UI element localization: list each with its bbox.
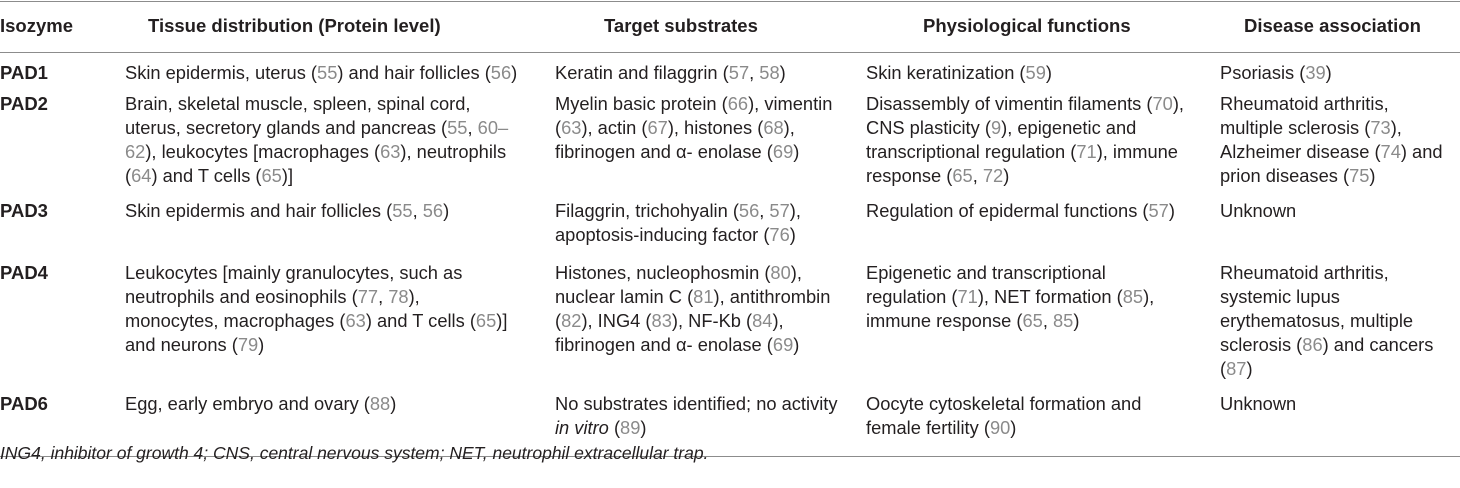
cell-text: ), neutrophils <box>400 141 507 162</box>
isozyme-cell: PAD3 <box>0 200 48 221</box>
cell-line <box>125 333 507 357</box>
reference-link[interactable]: 68 <box>763 117 784 138</box>
cell-text: Skin keratinization ( <box>866 62 1026 83</box>
substrates-cell <box>555 61 786 85</box>
cell-line <box>1220 261 1433 285</box>
reference-link[interactable]: 81 <box>693 286 714 307</box>
cell-text: Histones, nucleophosmin ( <box>555 262 771 283</box>
cell-text: erythematosus, multiple <box>1220 310 1414 331</box>
header-isozyme: Isozyme <box>0 15 74 36</box>
cell-text: ) and <box>1400 141 1443 162</box>
cell-text: ) and T cells ( <box>151 165 262 186</box>
cell-text: ), immune <box>1096 141 1178 162</box>
cell-text: Psoriasis ( <box>1220 62 1306 83</box>
reference-link[interactable]: 55 <box>392 200 413 221</box>
cell-text: female fertility ( <box>866 417 990 438</box>
cell-text: ) <box>640 417 647 438</box>
cell-line <box>555 199 801 223</box>
cell-text: Myelin basic protein ( <box>555 93 728 114</box>
cell-line <box>555 61 786 85</box>
tissue-cell <box>125 61 517 85</box>
tissue-cell <box>125 261 507 357</box>
cell-text: ) <box>443 200 450 221</box>
reference-link[interactable]: 69 <box>772 334 794 355</box>
cell-text: Unknown <box>1220 200 1297 221</box>
cell-line <box>125 92 508 116</box>
reference-link[interactable]: 58 <box>759 62 780 83</box>
cell-text: neutrophils and eosinophils ( <box>125 286 358 307</box>
cell-text: sclerosis ( <box>1220 334 1303 355</box>
reference-link[interactable]: 59 <box>1025 62 1046 83</box>
cell-line <box>866 309 1154 333</box>
reference-link[interactable]: 63 <box>380 141 401 162</box>
cell-line <box>866 285 1154 309</box>
cell-line <box>1220 199 1296 223</box>
cell-text: fibrinogen and α- enolase ( <box>555 141 773 162</box>
cell-line <box>555 223 801 247</box>
cell-line <box>555 261 830 285</box>
functions-cell <box>866 392 1141 440</box>
cell-line <box>555 333 830 357</box>
tissue-cell <box>125 199 449 223</box>
reference-link[interactable]: 73 <box>1370 117 1391 138</box>
substrates-cell <box>555 392 838 440</box>
cell-line <box>866 92 1184 116</box>
cell-text: prion diseases ( <box>1220 165 1350 186</box>
reference-link[interactable]: 69 <box>772 141 794 162</box>
cell-text: multiple sclerosis ( <box>1220 117 1371 138</box>
cell-text: ), <box>408 286 420 307</box>
cell-line <box>555 116 832 140</box>
cell-text: ), <box>1143 286 1155 307</box>
cell-text: ), <box>783 117 795 138</box>
header-rule <box>0 52 1460 53</box>
cell-line <box>125 164 508 188</box>
cell-text: ), <box>789 200 801 221</box>
cell-text: Skin epidermis and hair follicles ( <box>125 200 393 221</box>
cell-text: regulation ( <box>866 286 958 307</box>
cell-text: fibrinogen and α- enolase ( <box>555 334 773 355</box>
cell-text: uterus, secretory glands and pancreas ( <box>125 117 448 138</box>
cell-text: Disassembly of vimentin filaments ( <box>866 93 1153 114</box>
cell-text: ), vimentin <box>748 93 833 114</box>
reference-link[interactable]: 65 <box>475 310 497 331</box>
cell-text: Leukocytes [mainly granulocytes, such as <box>125 262 463 283</box>
cell-line <box>1220 92 1443 116</box>
cell-text: ) and hair follicles ( <box>337 62 491 83</box>
cell-line <box>866 116 1184 140</box>
cell-text: ) and cancers <box>1322 334 1434 355</box>
cell-text: and neurons ( <box>125 334 238 355</box>
reference-link[interactable]: 82 <box>561 310 582 331</box>
reference-link[interactable]: 56 <box>738 200 760 221</box>
substrates-cell <box>555 92 832 164</box>
header-disease: Disease association <box>1244 15 1421 36</box>
cell-text: Rheumatoid arthritis, <box>1220 93 1389 114</box>
cell-text: ) <box>1369 165 1376 186</box>
cell-text: monocytes, macrophages ( <box>125 310 346 331</box>
cell-text: ), epigenetic and <box>1001 117 1137 138</box>
functions-cell <box>866 61 1052 85</box>
cell-text: ) <box>390 393 397 414</box>
reference-link[interactable]: 67 <box>647 117 668 138</box>
cell-line <box>866 140 1184 164</box>
reference-link[interactable]: 88 <box>369 393 391 414</box>
header-tissue: Tissue distribution (Protein level) <box>148 15 441 36</box>
disease-cell <box>1220 92 1443 188</box>
reference-link[interactable]: 71 <box>957 286 978 307</box>
cell-text: ), leukocytes [macrophages ( <box>145 141 381 162</box>
cell-line <box>555 285 830 309</box>
functions-cell <box>866 92 1184 188</box>
cell-text: , <box>759 200 770 221</box>
cell-text: response ( <box>866 165 953 186</box>
cell-text: immune response ( <box>866 310 1023 331</box>
cell-line <box>866 261 1154 285</box>
cell-text: ) <box>1003 165 1010 186</box>
reference-link[interactable]: 80 <box>770 262 791 283</box>
cell-text: ) <box>789 224 796 245</box>
reference-link[interactable]: 87 <box>1226 358 1247 379</box>
cell-text: ) <box>1045 62 1052 83</box>
cell-text: ) and T cells ( <box>365 310 476 331</box>
cell-text: ), <box>1390 117 1402 138</box>
cell-text: Brain, skeletal muscle, spleen, spinal cord, <box>125 93 471 114</box>
isozyme-cell: PAD4 <box>0 262 48 283</box>
reference-link[interactable]: 55 <box>447 117 468 138</box>
cell-line <box>1220 140 1443 164</box>
cell-line <box>1220 285 1433 309</box>
cell-text: )] <box>496 310 508 331</box>
cell-text: apoptosis-inducing factor ( <box>555 224 770 245</box>
reference-link[interactable]: 65 <box>261 165 282 186</box>
reference-link[interactable]: 72 <box>982 165 1004 186</box>
reference-link[interactable]: 66 <box>727 93 749 114</box>
cell-text: ) <box>779 62 786 83</box>
reference-link[interactable]: 77 <box>357 286 379 307</box>
reference-link[interactable]: 75 <box>1349 165 1370 186</box>
cell-text: ), NET formation ( <box>977 286 1123 307</box>
top-rule <box>0 1 1460 2</box>
cell-text: , <box>1042 310 1053 331</box>
reference-link[interactable]: 74 <box>1380 141 1401 162</box>
cell-text: systemic lupus <box>1220 286 1340 307</box>
reference-link[interactable]: 56 <box>490 62 512 83</box>
reference-link[interactable]: 55 <box>317 62 338 83</box>
cell-text: ( <box>555 117 562 138</box>
cell-text: ) <box>793 141 800 162</box>
cell-text: Oocyte cytoskeletal formation and <box>866 393 1142 414</box>
reference-link[interactable]: 56 <box>422 200 444 221</box>
cell-line <box>1220 309 1433 333</box>
header-functions: Physiological functions <box>923 15 1131 36</box>
cell-text: Skin epidermis, uterus ( <box>125 62 318 83</box>
cell-text: , <box>412 200 423 221</box>
cell-text: ), <box>790 262 802 283</box>
reference-link[interactable]: 85 <box>1053 310 1074 331</box>
cell-text: ) <box>1168 200 1175 221</box>
cell-line <box>1220 392 1296 416</box>
reference-link[interactable]: 64 <box>131 165 152 186</box>
reference-link[interactable]: 90 <box>989 417 1011 438</box>
cell-line <box>1220 61 1332 85</box>
cell-line <box>555 309 830 333</box>
cell-text: ) <box>258 334 265 355</box>
isozyme-cell: PAD2 <box>0 93 48 114</box>
cell-text: ), ING4 ( <box>581 310 652 331</box>
functions-cell <box>866 261 1154 333</box>
cell-text: transcriptional regulation ( <box>866 141 1077 162</box>
functions-cell <box>866 199 1175 223</box>
table-footnote: ING4, inhibitor of growth 4; CNS, central nervous system; NET, neutrophil extracellular trap. <box>0 443 709 463</box>
substrates-cell <box>555 199 801 247</box>
cell-line <box>1220 333 1433 357</box>
cell-line <box>125 199 449 223</box>
cell-text: Rheumatoid arthritis, <box>1220 262 1389 283</box>
cell-line <box>866 61 1052 85</box>
cell-text: nuclear lamin C ( <box>555 286 694 307</box>
reference-link[interactable]: 84 <box>752 310 773 331</box>
cell-text: ), <box>1172 93 1185 114</box>
cell-text: , <box>749 62 760 83</box>
cell-line <box>866 199 1175 223</box>
cell-line <box>125 261 507 285</box>
cell-line <box>125 285 507 309</box>
reference-link[interactable]: 89 <box>620 417 641 438</box>
isozyme-cell: PAD1 <box>0 62 48 83</box>
cell-text: ), histones ( <box>667 117 764 138</box>
cell-text: ) <box>511 62 518 83</box>
italic-text: in vitro <box>555 417 609 438</box>
reference-link[interactable]: 79 <box>237 334 259 355</box>
reference-link[interactable]: 63 <box>345 310 366 331</box>
disease-cell <box>1220 199 1296 223</box>
cell-text: Filaggrin, trichohyalin ( <box>555 200 739 221</box>
cell-text: , <box>972 165 983 186</box>
disease-cell <box>1220 261 1433 381</box>
header-substrates: Target substrates <box>604 15 758 36</box>
reference-link[interactable]: 65 <box>952 165 973 186</box>
cell-line <box>125 392 396 416</box>
cell-line <box>1220 357 1433 381</box>
cell-line <box>555 140 832 164</box>
cell-text: ), actin ( <box>581 117 648 138</box>
cell-text: ) <box>793 334 800 355</box>
cell-text: ) <box>1010 417 1017 438</box>
cell-text: Unknown <box>1220 393 1297 414</box>
cell-text: Epigenetic and transcriptional <box>866 262 1106 283</box>
cell-line <box>125 61 517 85</box>
reference-link[interactable]: 57 <box>1148 200 1169 221</box>
cell-text: Alzheimer disease ( <box>1220 141 1381 162</box>
cell-line <box>1220 164 1443 188</box>
cell-text: ) <box>1325 62 1332 83</box>
reference-link[interactable]: 39 <box>1305 62 1326 83</box>
cell-text: Regulation of epidermal functions ( <box>866 200 1149 221</box>
cell-line <box>125 116 508 140</box>
reference-link[interactable]: 76 <box>769 224 790 245</box>
reference-link[interactable]: 70 <box>1152 93 1173 114</box>
reference-link[interactable]: 9 <box>990 117 1002 138</box>
reference-link[interactable]: 78 <box>388 286 409 307</box>
reference-link[interactable]: 86 <box>1302 334 1323 355</box>
reference-link[interactable]: 83 <box>651 310 672 331</box>
cell-line <box>866 392 1141 416</box>
cell-line <box>555 92 832 116</box>
cell-line <box>866 416 1141 440</box>
reference-link[interactable]: 63 <box>561 117 582 138</box>
cell-text: ) <box>1073 310 1080 331</box>
cell-text: ( <box>608 417 621 438</box>
isozyme-cell: PAD6 <box>0 393 48 414</box>
disease-cell <box>1220 392 1296 416</box>
cell-text: ( <box>555 310 562 331</box>
cell-text: Egg, early embryo and ovary ( <box>125 393 370 414</box>
cell-text: ) <box>1246 358 1253 379</box>
cell-line <box>555 416 838 440</box>
tissue-cell <box>125 92 508 188</box>
cell-text: )] <box>281 165 294 186</box>
cell-text: No substrates identified; no activity <box>555 393 838 414</box>
cell-line <box>866 164 1184 188</box>
disease-cell <box>1220 61 1332 85</box>
reference-link[interactable]: 62 <box>125 141 146 162</box>
cell-text: , <box>467 117 478 138</box>
reference-link[interactable]: 60– <box>477 117 509 138</box>
cell-text: Keratin and filaggrin ( <box>555 62 729 83</box>
cell-line <box>125 309 507 333</box>
reference-link[interactable]: 85 <box>1122 286 1144 307</box>
reference-link[interactable]: 57 <box>769 200 790 221</box>
reference-link[interactable]: 65 <box>1022 310 1043 331</box>
cell-text: ), NF-Kb ( <box>671 310 753 331</box>
reference-link[interactable]: 71 <box>1076 141 1097 162</box>
substrates-cell <box>555 261 830 357</box>
cell-text: ), antithrombin <box>713 286 831 307</box>
cell-text: ( <box>1220 358 1227 379</box>
cell-text: ( <box>125 165 132 186</box>
reference-link[interactable]: 57 <box>728 62 750 83</box>
cell-text: ), <box>772 310 784 331</box>
tissue-cell <box>125 392 396 416</box>
cell-line <box>125 140 508 164</box>
cell-text: CNS plasticity ( <box>866 117 991 138</box>
cell-text: , <box>378 286 389 307</box>
cell-line <box>555 392 838 416</box>
cell-line <box>1220 116 1443 140</box>
